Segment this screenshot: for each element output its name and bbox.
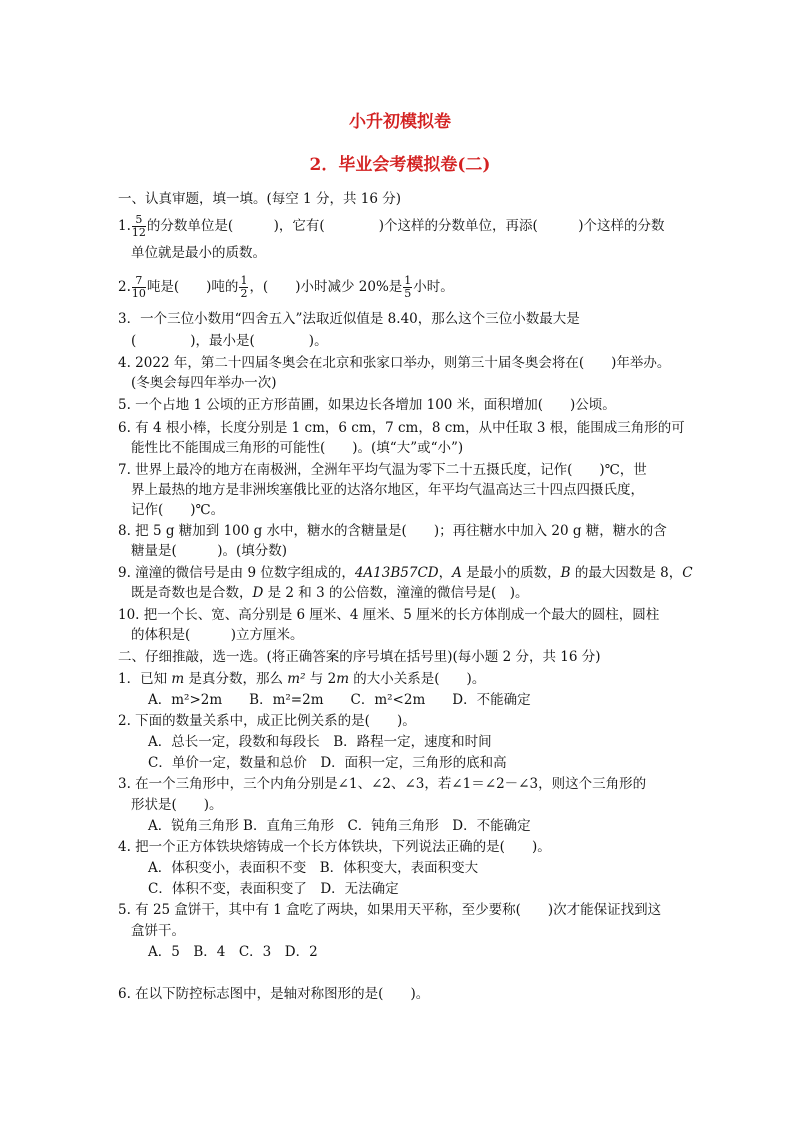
question-1-1 (118, 214, 665, 239)
question-2-4-options-1: A．体积变小，表面积不变 B．体积变大，表面积变大 (148, 860, 479, 876)
question-2-2: 2. 下面的数量关系中，成正比例关系的是( )。 (118, 713, 416, 729)
question-1-10: 10. 把一个长、宽、高分别是 6 厘米、4 厘米、5 厘米的长方体削成一个最大的圆柱，圆柱 (118, 607, 660, 623)
fraction: $\frac{7}{10}$ (131, 274, 146, 300)
question-1-10-cont: 的体积是( )立方厘米。 (131, 627, 304, 643)
question-1-6: 6. 有 4 根小棒，长度分别是 1 cm，6 cm，7 cm，8 cm，从中任取 3 根，能围成三角形的可 (118, 420, 685, 436)
question-text: 的分数单位是( )，它有( )个这样的分数单位，再添( )个这样的分数 (146, 218, 665, 234)
question-2-3-options: A．锐角三角形 B．直角三角形 C．钝角三角形 D．不能确定 (148, 818, 531, 834)
question-1-8-cont: 糖量是( )。(填分数) (131, 543, 288, 559)
series-title: 小升初模拟卷 (349, 112, 451, 132)
question-1-3: 3．一个三位小数用“四舍五入”法取近似值是 8.40，那么这个三位小数最大是 (118, 311, 580, 327)
question-1-3-cont: ( )，最小是( )。 (131, 333, 328, 349)
question-number: 1. (118, 218, 131, 234)
question-1-4: 4. 2022 年，第二十四届冬奥会在北京和张家口举办，则第三十届冬奥会将在( )年举办。 (118, 355, 671, 371)
question-2-2-options-2: C．单价一定，数量和总价 D．面积一定，三角形的底和高 (148, 755, 507, 771)
question-2-5: 5. 有 25 盒饼干，其中有 1 盒吃了两块，如果用天平称，至少要称( )次才能保证找到这 (118, 902, 662, 918)
question-1-5: 5. 一个占地 1 公顷的正方形苗圃，如果边长各增加 100 米，面积增加( )公顷。 (118, 397, 616, 413)
question-2-2-options-1: A．总长一定，段数和每段长 B．路程一定，速度和时间 (148, 734, 492, 750)
question-1-7: 7. 世界上最冷的地方在南极洲，全洲年平均气温为零下二十五摄氏度，记作( )℃，世 (118, 462, 647, 478)
question-1-7-cont2: 记作( )℃。 (131, 502, 225, 518)
question-2-3-cont: 形状是( )。 (131, 797, 223, 813)
section2-heading: 二、仔细推敲，选一选。(将正确答案的序号填在括号里)(每小题 2 分，共 16 分) (118, 649, 601, 665)
question-1-9: 9. 潼潼的微信号是由 9 位数字组成的，4A13B57CD，A 是最小的质数，B 的最大因数是 8，C (118, 565, 693, 581)
question-1-1-cont: 单位就是最小的质数。 (131, 245, 266, 261)
question-2-1: 1．已知 m 是真分数，那么 m² 与 2m 的大小关系是( )。 (118, 671, 486, 687)
fraction: $\frac{1}{5}$ (404, 274, 412, 300)
question-2-1-options: A．m²>2m B．m²=2m C．m²<2m D．不能确定 (148, 692, 531, 708)
wechat-code: 4A13B57CD (354, 565, 439, 581)
question-1-7-cont: 界上最热的地方是非洲埃塞俄比亚的达洛尔地区，年平均气温高达三十四点四摄氏度， (131, 482, 644, 498)
paper-title: 2．毕业会考模拟卷(二) (309, 155, 491, 175)
question-2-4-options-2: C．体积不变，表面积变了 D．无法确定 (148, 881, 399, 897)
fraction: $\frac{1}{2}$ (240, 274, 248, 300)
question-1-4-cont: (冬奥会每四年举办一次) (131, 375, 277, 391)
question-1-2: 2. $\frac{7}{10}$ 吨是( )吨的 $\frac{1}{2}$ ，( )小时减少 20%是 $\frac{1}{5}$ 小时。 (118, 274, 454, 300)
question-1-8: 8. 把 5 g 糖加到 100 g 水中，糖水的含糖量是( )；再往糖水中加入 20 g 糖，糖水的含 (118, 523, 667, 539)
question-2-4: 4. 把一个正方体铁块熔铸成一个长方体铁块，下列说法正确的是( )。 (118, 839, 551, 855)
question-1-9-cont: 既是奇数也是合数，D 是 2 和 3 的公倍数，潼潼的微信号是( )。 (131, 585, 529, 601)
fraction: $\frac{5}{12}$ (131, 213, 146, 239)
question-2-6: 6. 在以下防控标志图中，是轴对称图形的是( )。 (118, 986, 430, 1002)
section1-heading: 一、认真审题，填一填。(每空 1 分，共 16 分) (118, 191, 401, 207)
question-2-3: 3. 在一个三角形中，三个内角分别是∠1、∠2、∠3，若∠1＝∠2－∠3，则这个三角形的 (118, 776, 647, 792)
question-2-5-options: A．5 B．4 C．3 D．2 (148, 944, 318, 960)
question-1-6-cont: 能性比不能围成三角形的可能性( )。(填“大”或“小”) (131, 440, 464, 456)
question-2-5-cont: 盒饼干。 (131, 923, 185, 939)
